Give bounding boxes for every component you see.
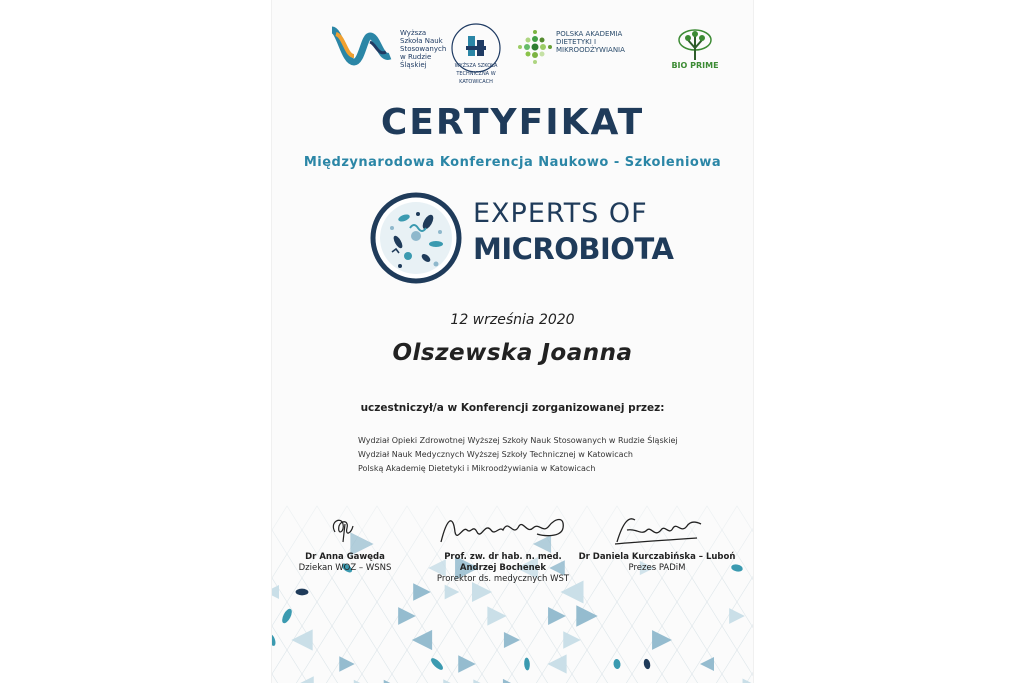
- organizer-line: Wydział Nauk Medycznych Wyższej Szkoły Technicznej w Katowicach: [358, 450, 633, 459]
- pattern-gridline: [617, 674, 647, 683]
- pattern-gridline: [617, 578, 647, 602]
- pattern-gridline: [647, 578, 677, 602]
- bioprime-logo-text: BIO PRIME: [671, 61, 719, 70]
- pattern-gridline: [662, 650, 692, 674]
- pattern-gridline: [632, 602, 662, 626]
- bioprime-tree-icon: [666, 28, 724, 62]
- pattern-gridline: [392, 650, 422, 674]
- pattern-gridline: [407, 674, 437, 683]
- microbiota-circle-icon: [370, 192, 462, 284]
- signatory-title: Prof. zw. dr hab. n. med.: [444, 552, 562, 562]
- pattern-triangle: [548, 607, 566, 625]
- logo-row: [272, 22, 753, 85]
- pattern-triangle: [445, 585, 460, 600]
- signature-kurczabinska: [607, 512, 707, 548]
- pattern-gridline: [437, 674, 467, 683]
- organizer-line: Wydział Opieki Zdrowotnej Wyższej Szkoły Nauk Stosowanych w Rudzie Śląskiej: [358, 436, 678, 445]
- pattern-gridline: [752, 554, 753, 578]
- pattern-gridline: [557, 674, 587, 683]
- pattern-gridline: [527, 674, 557, 683]
- pattern-gridline: [737, 626, 753, 650]
- conference-date: 12 września 2020: [450, 312, 575, 328]
- pattern-gridline: [347, 578, 377, 602]
- pattern-gridline: [347, 626, 377, 650]
- pattern-gridline: [527, 626, 557, 650]
- pattern-gridline: [512, 602, 542, 626]
- padim-logo-text: POLSKA AKADEMIA DIETETYKI I MIKROODŻYWIANIA: [556, 30, 625, 54]
- signatory-role: Dziekan WOZ – WSNS: [298, 563, 392, 573]
- participation-statement: uczestniczył/a w Konferencji zorganizowanej przez:: [360, 402, 665, 414]
- pattern-gridline: [677, 626, 707, 650]
- pattern-gridline: [722, 650, 752, 674]
- pattern-triangle: [412, 630, 432, 650]
- pattern-triangle: [487, 606, 506, 625]
- pattern-triangle: [398, 607, 416, 625]
- organizers-list: [358, 434, 738, 476]
- signatory-name: Dr Anna Gawęda: [305, 552, 385, 562]
- pattern-triangle: [547, 654, 566, 673]
- padim-logo: [516, 28, 646, 72]
- pattern-triangle: [458, 655, 476, 673]
- wsns-logo-text: Wyższa Szkoła Nauk Stosowanych w Rudzie Śląskiej: [400, 29, 447, 69]
- brand-line-experts-of: EXPERTS OF: [473, 198, 648, 229]
- pattern-gridline: [587, 578, 617, 602]
- pattern-gridline: [707, 578, 737, 602]
- pattern-gridline: [662, 602, 692, 626]
- pattern-bacterium: [643, 658, 651, 670]
- pattern-triangle: [563, 631, 581, 649]
- pattern-gridline: [302, 650, 332, 674]
- pattern-triangle: [504, 632, 520, 648]
- pattern-gridline: [317, 674, 347, 683]
- pattern-triangle: [473, 679, 490, 683]
- pattern-gridline: [317, 578, 347, 602]
- wsns-wave-icon: [330, 26, 396, 66]
- pattern-gridline: [647, 674, 677, 683]
- certificate-sheet: [272, 0, 753, 683]
- signatory-role: Prorektor ds. medycznych WST: [436, 574, 570, 584]
- pattern-gridline: [437, 626, 467, 650]
- signatory-gaweda: [280, 512, 410, 574]
- pattern-triangle: [503, 679, 521, 683]
- signatory-role: Prezes PADiM: [628, 563, 686, 573]
- certificate-title: CERTYFIKAT: [380, 102, 645, 143]
- wst-logo-text: WYŻSZA SZKOŁA TECHNICZNA W KATOWICACH: [454, 63, 498, 85]
- pattern-triangle: [576, 605, 597, 626]
- bioprime-logo: [666, 28, 724, 76]
- pattern-gridline: [362, 650, 392, 674]
- pattern-gridline: [752, 602, 753, 626]
- wst-logo: [450, 22, 502, 85]
- pattern-triangle: [291, 629, 312, 650]
- pattern-gridline: [677, 674, 707, 683]
- experts-of-microbiota-brand: [370, 192, 674, 286]
- pattern-gridline: [272, 650, 302, 674]
- pattern-gridline: [587, 674, 617, 683]
- signature-bochenek: [433, 512, 573, 548]
- pattern-gridline: [467, 626, 497, 650]
- pattern-gridline: [737, 578, 753, 602]
- pattern-triangle: [700, 657, 714, 671]
- pattern-triangle: [413, 583, 431, 601]
- pattern-bacterium: [524, 657, 531, 670]
- pattern-gridline: [752, 650, 753, 674]
- pattern-bacterium: [296, 589, 309, 596]
- signatory-bochenek: [418, 512, 588, 585]
- pattern-gridline: [677, 578, 707, 602]
- pattern-gridline: [572, 650, 602, 674]
- brand-line-microbiota: MICROBIOTA: [473, 232, 674, 266]
- pattern-gridline: [707, 674, 737, 683]
- pattern-gridline: [377, 578, 407, 602]
- pattern-gridline: [332, 602, 362, 626]
- signatory-kurczabinska: [572, 512, 742, 574]
- conference-subtitle: Międzynarodowa Konferencja Naukowo - Szkoleniowa: [303, 155, 722, 170]
- signatory-name: Dr Daniela Kurczabińska – Luboń: [578, 552, 736, 562]
- pattern-bacterium: [272, 633, 277, 647]
- pattern-bacterium: [613, 659, 621, 670]
- padim-dots-icon: [516, 28, 554, 66]
- pattern-gridline: [422, 602, 452, 626]
- participant-name: Olszewska Joanna: [392, 340, 633, 366]
- pattern-triangle: [443, 679, 461, 683]
- pattern-gridline: [482, 650, 512, 674]
- pattern-gridline: [617, 626, 647, 650]
- pattern-gridline: [272, 674, 287, 683]
- pattern-gridline: [752, 506, 753, 530]
- pattern-triangle: [290, 676, 313, 683]
- pattern-gridline: [362, 602, 392, 626]
- pattern-gridline: [602, 602, 632, 626]
- pattern-gridline: [692, 602, 722, 626]
- wsns-logo: [330, 26, 447, 78]
- pattern-gridline: [497, 674, 527, 683]
- pattern-gridline: [302, 602, 332, 626]
- pattern-triangle: [652, 630, 672, 650]
- pattern-gridline: [347, 674, 377, 683]
- signatory-name: Andrzej Bochenek: [459, 563, 547, 573]
- pattern-gridline: [317, 626, 347, 650]
- pattern-gridline: [587, 626, 617, 650]
- pattern-gridline: [467, 674, 497, 683]
- signature-gaweda: [325, 512, 365, 548]
- organizer-line: Polską Akademię Dietetyki i Mikroodżywiania w Katowicach: [358, 464, 596, 473]
- pattern-gridline: [707, 626, 737, 650]
- pattern-triangle: [272, 585, 279, 599]
- pattern-gridline: [377, 674, 407, 683]
- pattern-gridline: [377, 626, 407, 650]
- pattern-gridline: [452, 602, 482, 626]
